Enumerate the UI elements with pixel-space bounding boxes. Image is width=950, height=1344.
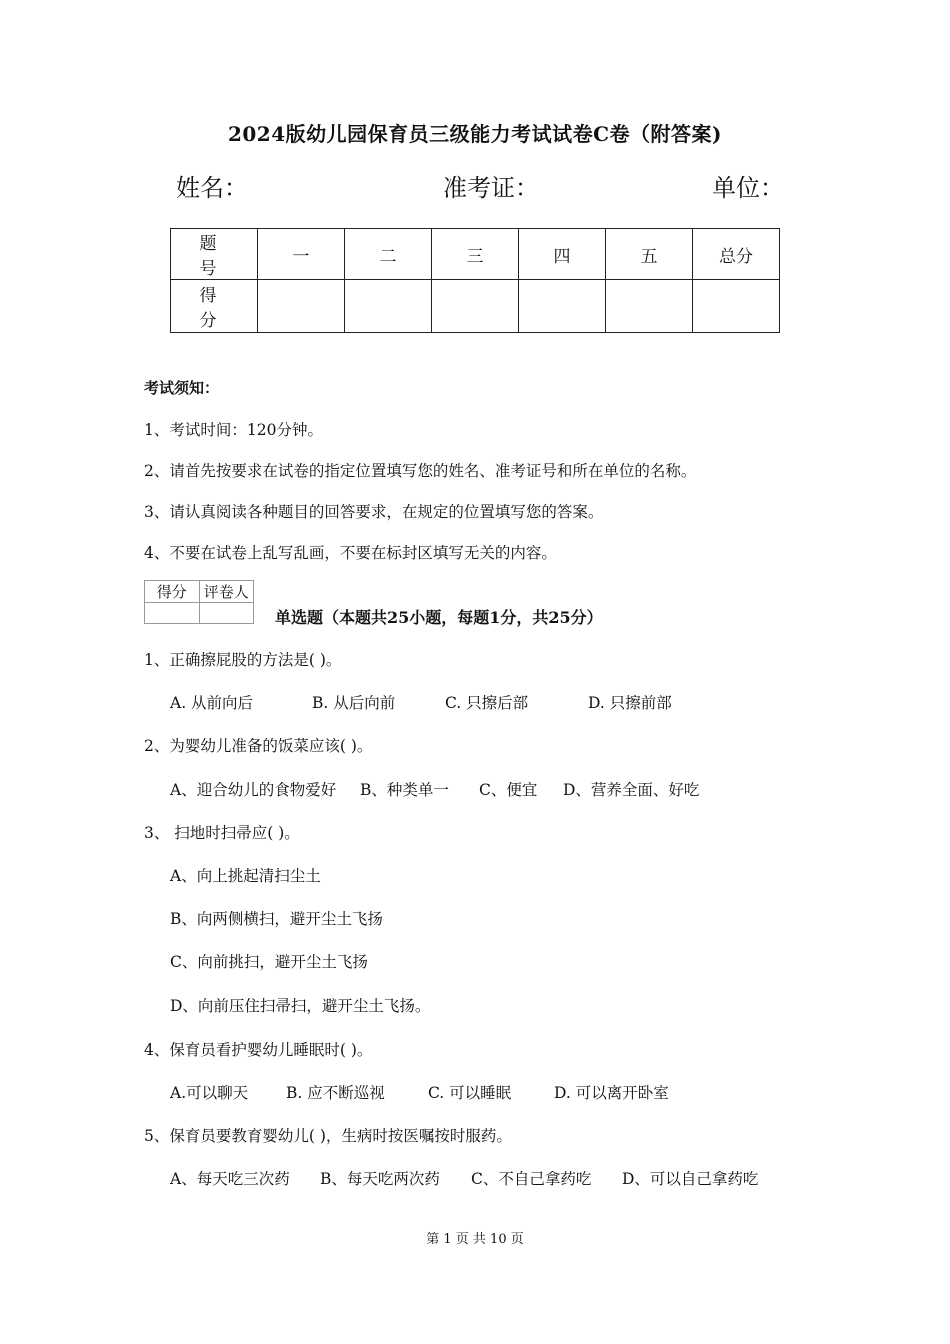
grader-box bbox=[144, 580, 254, 624]
score-input-cell[interactable] bbox=[519, 280, 606, 333]
score-header-cell: 五 bbox=[606, 229, 693, 280]
question-option: D、向前压住扫帚扫，避开尘土飞扬。 bbox=[170, 997, 431, 1015]
score-table-score-row bbox=[171, 280, 780, 333]
notice-item: 2、请首先按要求在试卷的指定位置填写您的姓名、准考证号和所在单位的名称。 bbox=[144, 462, 697, 480]
unit-field-label: 单位： bbox=[712, 174, 784, 202]
question-option: C、向前挑扫，避开尘土飞扬 bbox=[170, 953, 368, 971]
score-input-cell[interactable] bbox=[432, 280, 519, 333]
question-option: D. 只擦前部 bbox=[588, 694, 672, 712]
question-option: A、迎合幼儿的食物爱好 bbox=[170, 781, 337, 799]
question-option: D、可以自己拿药吃 bbox=[622, 1170, 759, 1188]
question-option: D、营养全面、好吃 bbox=[563, 781, 700, 799]
score-header-cell: 一 bbox=[258, 229, 345, 280]
question-option: C、便宜 bbox=[479, 781, 538, 799]
notice-item: 4、不要在试卷上乱写乱画，不要在标封区填写无关的内容。 bbox=[144, 544, 557, 562]
score-input-cell[interactable] bbox=[606, 280, 693, 333]
document-title: 2024版幼儿园保育员三级能力考试试卷C卷（附答案) bbox=[227, 122, 723, 146]
question-stem: 3、 扫地时扫帚应( )。 bbox=[144, 824, 300, 842]
question-option: B、种类单一 bbox=[360, 781, 449, 799]
question-stem: 2、为婴幼儿准备的饭菜应该( )。 bbox=[144, 737, 373, 755]
question-option: B、每天吃两次药 bbox=[320, 1170, 440, 1188]
question-option: C、不自己拿药吃 bbox=[471, 1170, 592, 1188]
score-header-cell: 总分 bbox=[693, 229, 780, 280]
question-option: A.可以聊天 bbox=[170, 1084, 249, 1102]
grader-reviewer-label: 评卷人 bbox=[199, 581, 254, 603]
question-option: C. 可以睡眠 bbox=[428, 1084, 512, 1102]
exam-id-field-label: 准考证： bbox=[443, 174, 539, 202]
score-header-cell: 四 bbox=[519, 229, 606, 280]
question-stem: 1、正确擦屁股的方法是( )。 bbox=[144, 651, 342, 669]
section-title: 单选题（本题共25小题，每题1分，共25分） bbox=[275, 608, 603, 627]
notice-title: 考试须知： bbox=[144, 379, 220, 397]
question-stem: 5、保育员要教育婴幼儿( )，生病时按医嘱按时服药。 bbox=[144, 1127, 512, 1145]
question-option: D. 可以离开卧室 bbox=[554, 1084, 669, 1102]
page-footer: 第 1 页 共 10 页 bbox=[426, 1232, 524, 1247]
score-input-cell[interactable] bbox=[345, 280, 432, 333]
score-input-cell[interactable] bbox=[258, 280, 345, 333]
question-stem: 4、保育员看护婴幼儿睡眠时( )。 bbox=[144, 1041, 373, 1059]
score-header-cell: 二 bbox=[345, 229, 432, 280]
score-table-header-row bbox=[171, 229, 780, 280]
question-option: A. 从前向后 bbox=[170, 694, 254, 712]
notice-item: 3、请认真阅读各种题目的回答要求，在规定的位置填写您的答案。 bbox=[144, 503, 604, 521]
notice-item: 1、考试时间：120分钟。 bbox=[144, 421, 323, 439]
score-row-label: 得 分 bbox=[171, 280, 258, 333]
score-header-cell: 三 bbox=[432, 229, 519, 280]
score-header-cell: 题 号 bbox=[171, 229, 258, 280]
name-field-label: 姓名： bbox=[176, 174, 248, 202]
score-table bbox=[170, 228, 780, 333]
question-option: A、向上挑起清扫尘土 bbox=[170, 867, 321, 885]
grader-score-cell[interactable] bbox=[145, 603, 200, 624]
score-input-cell[interactable] bbox=[693, 280, 780, 333]
question-option: B. 从后向前 bbox=[312, 694, 396, 712]
question-option: B、向两侧横扫，避开尘土飞扬 bbox=[170, 910, 383, 928]
question-option: C. 只擦后部 bbox=[445, 694, 529, 712]
grader-score-label: 得分 bbox=[145, 581, 200, 603]
question-option: B. 应不断巡视 bbox=[286, 1084, 385, 1102]
question-option: A、每天吃三次药 bbox=[170, 1170, 290, 1188]
grader-reviewer-cell[interactable] bbox=[199, 603, 254, 624]
